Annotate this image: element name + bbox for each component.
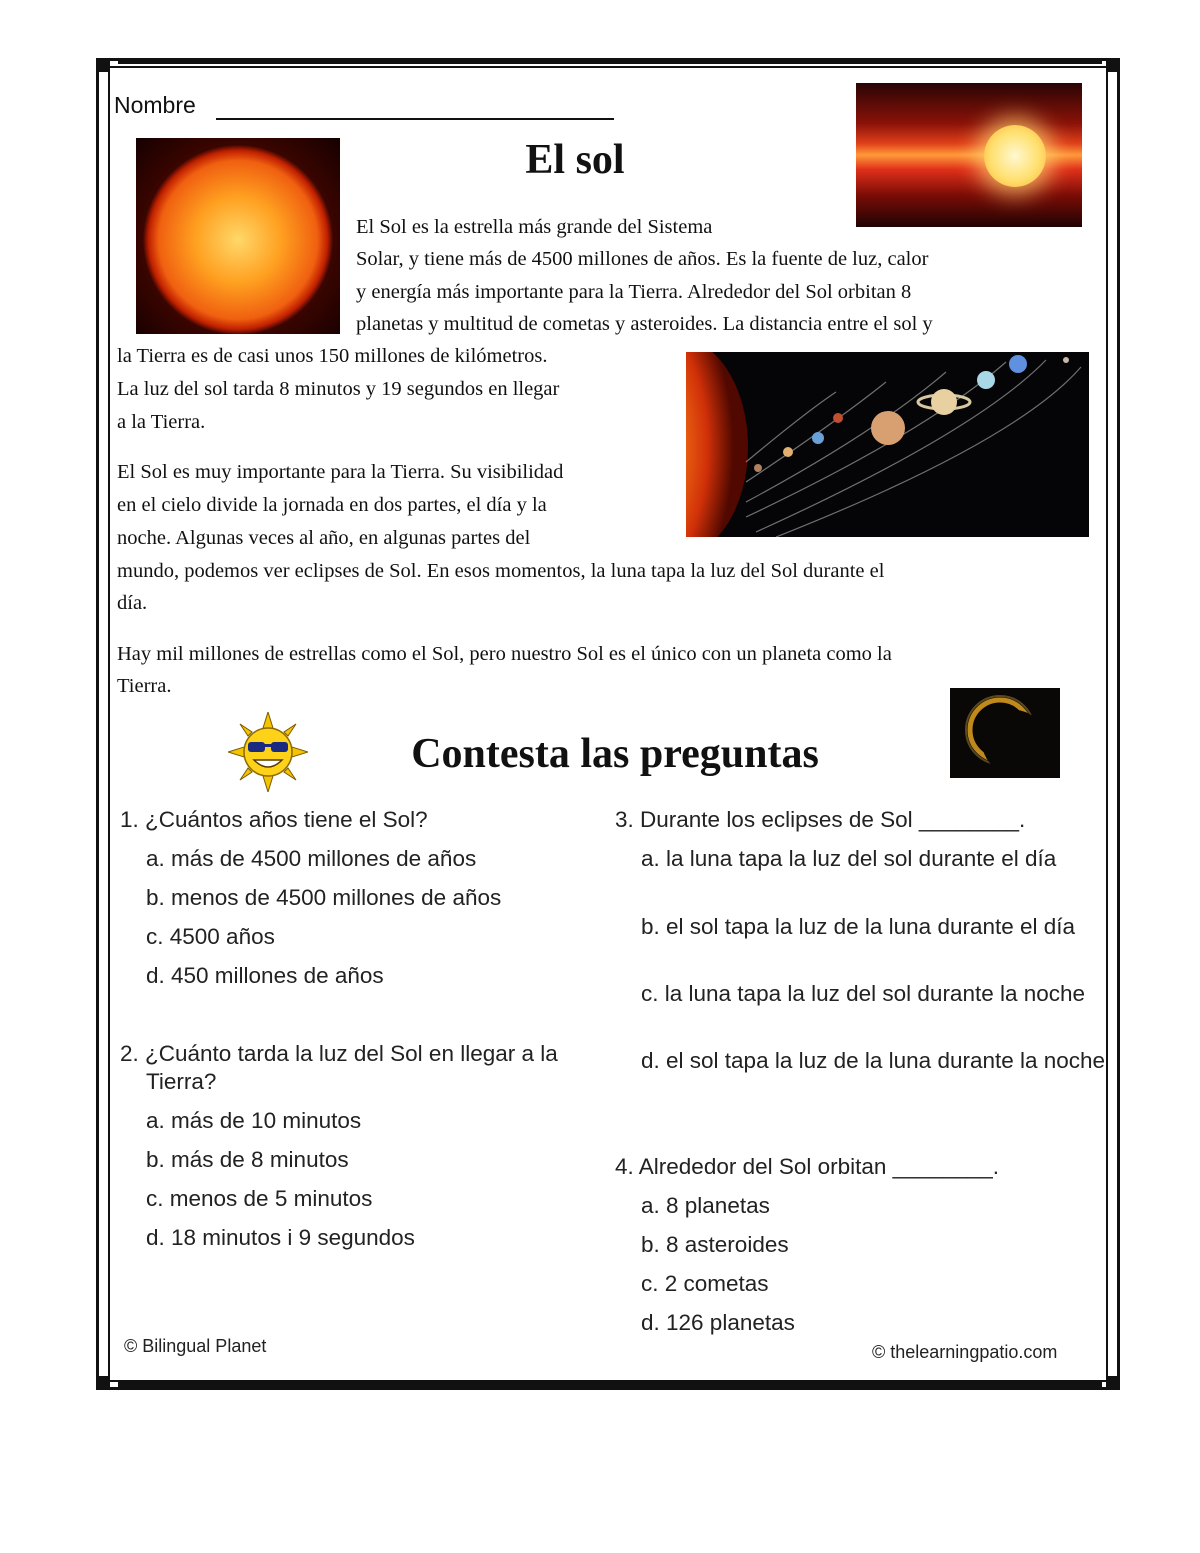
paragraph-1-line-2: Solar, y tiene más de 4500 millones de años. Es la fuente de luz, calor — [356, 248, 929, 270]
paragraph-1-line-3: y energía más importante para la Tierra. Alrededor del Sol orbitan 8 — [356, 281, 912, 303]
paragraph-1-line-6: La luz del sol tarda 8 minutos y 19 segundos en llegar — [117, 378, 560, 400]
frame-bottom-bar — [118, 1382, 1102, 1390]
question-3-option-a[interactable]: a. la luna tapa la luz del sol durante el día — [641, 846, 1057, 871]
frame-top-bar — [118, 58, 1102, 64]
question-2-option-c[interactable]: c. menos de 5 minutos — [146, 1186, 373, 1211]
question-2-option-b[interactable]: b. más de 8 minutos — [146, 1147, 349, 1172]
question-4-option-d[interactable]: d. 126 planetas — [641, 1310, 795, 1335]
question-1-option-d[interactable]: d. 450 millones de años — [146, 963, 384, 988]
footer-copyright-left: © Bilingual Planet — [124, 1336, 267, 1356]
question-4-option-a[interactable]: a. 8 planetas — [641, 1193, 770, 1218]
question-2-option-d[interactable]: d. 18 minutos i 9 segundos — [146, 1225, 415, 1250]
frame-corner-tr — [1106, 58, 1120, 72]
sun-with-sunglasses-icon — [228, 712, 308, 792]
question-4-option-b[interactable]: b. 8 asteroides — [641, 1232, 789, 1257]
question-3-option-d[interactable]: d. el sol tapa la luz de la luna durante la noche — [641, 1048, 1106, 1073]
eclipse-illustration — [950, 688, 1060, 778]
paragraph-1-line-4: planetas y multitud de cometas y asteroides. La distancia entre el sol y — [356, 313, 933, 335]
name-label: Nombre — [114, 92, 196, 118]
page-title: El sol — [525, 137, 625, 183]
sunset-sun-disc — [984, 125, 1046, 187]
question-2: 2. ¿Cuánto tarda la luz del Sol en llegar a la Tierra? — [120, 1041, 558, 1094]
paragraph-3-line-1: Hay mil millones de estrellas como el Sol, pero nuestro Sol es el único con un planeta como la — [117, 643, 892, 665]
paragraph-2-line-4: mundo, podemos ver eclipses de Sol. En esos momentos, la luna tapa la luz del Sol durante el — [117, 560, 885, 582]
question-1-option-c[interactable]: c. 4500 años — [146, 924, 275, 949]
question-1-option-a[interactable]: a. más de 4500 millones de años — [146, 846, 477, 871]
eclipse-photo — [950, 688, 1060, 778]
paragraph-1-line-1: El Sol es la estrella más grande del Sistema — [356, 216, 713, 238]
frame-corner-br — [1106, 1376, 1120, 1390]
footer-copyright-right[interactable]: © thelearningpatio.com — [872, 1342, 1058, 1362]
name-input-line[interactable] — [216, 118, 614, 120]
questions-title: Contesta las preguntas — [411, 731, 819, 777]
frame-corner-bl — [96, 1376, 110, 1390]
paragraph-3-line-2: Tierra. — [117, 675, 172, 697]
solar-system-photo — [686, 352, 1089, 537]
sunset-photo — [856, 83, 1082, 227]
paragraph-1-line-5: la Tierra es de casi unos 150 millones de kilómetros. — [117, 345, 548, 367]
paragraph-2-line-3: noche. Algunas veces al año, en algunas partes del — [117, 527, 531, 549]
paragraph-1-line-7: a la Tierra. — [117, 411, 206, 433]
frame-corner-tl — [96, 58, 110, 72]
question-4: 4. Alrededor del Sol orbitan ________. — [615, 1154, 1000, 1179]
question-1: 1. ¿Cuántos años tiene el Sol? — [120, 807, 428, 832]
solar-system-illustration — [686, 352, 1089, 537]
sun-photo — [136, 138, 340, 334]
question-3-option-b[interactable]: b. el sol tapa la luz de la luna durante el día — [641, 914, 1076, 939]
question-2-option-a[interactable]: a. más de 10 minutos — [146, 1108, 362, 1133]
question-1-option-b[interactable]: b. menos de 4500 millones de años — [146, 885, 502, 910]
paragraph-2-line-1: El Sol es muy importante para la Tierra. Su visibilidad — [117, 461, 564, 483]
question-4-option-c[interactable]: c. 2 cometas — [641, 1271, 769, 1296]
question-3-option-c[interactable]: c. la luna tapa la luz del sol durante la noche — [641, 981, 1086, 1006]
paragraph-2-line-5: día. — [117, 592, 148, 614]
paragraph-2-line-2: en el cielo divide la jornada en dos partes, el día y la — [117, 494, 547, 516]
question-3: 3. Durante los eclipses de Sol ________. — [615, 807, 1026, 832]
